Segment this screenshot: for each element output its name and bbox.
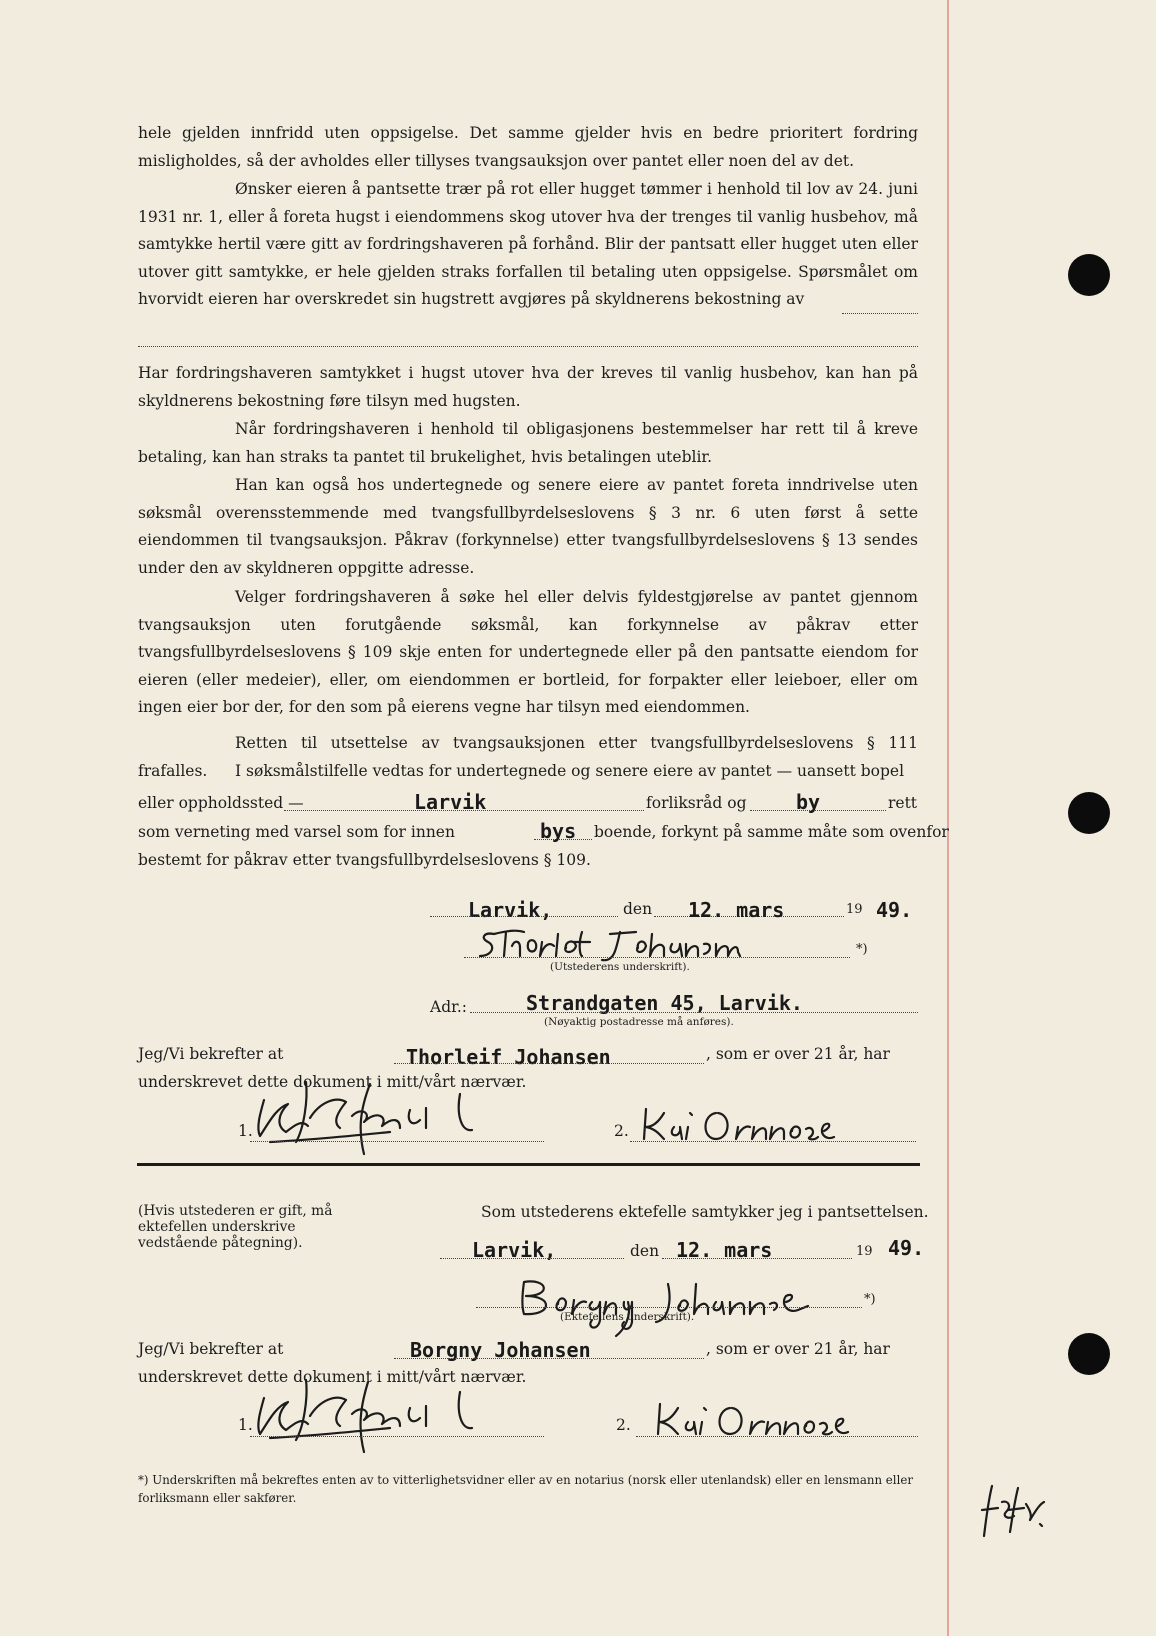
fill-line bbox=[394, 1358, 704, 1359]
date-year: 49. bbox=[876, 898, 913, 922]
fill-line bbox=[636, 1436, 918, 1437]
date-den: den bbox=[630, 1242, 660, 1260]
witness-number-1: 1. bbox=[238, 1416, 253, 1434]
venue-mid: forliksråd og bbox=[646, 794, 747, 812]
issuer-signature bbox=[466, 926, 766, 966]
witness-number-2: 2. bbox=[614, 1122, 629, 1140]
witness-prefix: Jeg/Vi bekrefter at bbox=[138, 1045, 284, 1063]
witness-1-signature bbox=[250, 1080, 540, 1160]
witnessed-name: Thorleif Johansen bbox=[406, 1045, 611, 1069]
venue-court-type: by bbox=[796, 790, 821, 814]
fill-line bbox=[470, 1012, 918, 1013]
witnessed-name: Borgny Johansen bbox=[410, 1338, 591, 1362]
fill-line bbox=[476, 1307, 862, 1308]
fill-line bbox=[138, 346, 918, 347]
paragraph: Når fordringshaveren i henhold til obligasjonens bestemmelser har rett til å kreve betaling, kan han straks ta pantet til brukelighet, hvis betalingen uteblir. bbox=[138, 420, 918, 466]
signature-footnote-mark: *) bbox=[864, 1292, 876, 1307]
fill-line bbox=[630, 1141, 916, 1142]
paragraph: Ønsker eieren å pantsette trær på rot eller hugget tømmer i henhold til lov av 24. juni 1931 nr. 1, eller å foreta hugst i eiendommens skog utover hva der trenges til vanlig husbehov, må samtykke hertil være gitt av fordringshaveren på forhånd. Blir der pantsatt eller hugget uten eller utover gitt samtykke, er hele gjelden straks forfallen til betaling uten oppsigelse. Spørsmålet om hvorvidt eieren har overskredet sin hugstrett avgjøres på skyldnerens bekostning av bbox=[138, 180, 918, 309]
address-value: Strandgaten 45, Larvik. bbox=[526, 991, 803, 1015]
fill-line bbox=[394, 1063, 704, 1064]
fill-line bbox=[250, 1141, 544, 1142]
witness-number-1: 1. bbox=[238, 1122, 253, 1140]
date-day-month: 12. mars bbox=[676, 1238, 773, 1262]
margin-rule bbox=[947, 0, 949, 1636]
witness-2-signature bbox=[634, 1105, 864, 1145]
punch-hole bbox=[1068, 254, 1110, 296]
venue-line2-suffix: boende, forkynt på samme måte som ovenfor bbox=[594, 823, 949, 841]
fill-line bbox=[250, 1436, 544, 1437]
paragraph: Velger fordringshaveren å søke hel eller delvis fyldestgjørelse av pantet gjennom tvangsauksjon uten forutgående søksmål, kan forkynnelse av påkrav etter tvangsfullbyrdelseslovens § 109 skje enten for undertegnede eller på den pantsatte eiendom for eieren (eller medeier), eller, om eiendommen er bortleid, for forpakter eller leieboer, eller om ingen eier bor der, for den som på eierens vegne har tilsyn med eiendommen. bbox=[138, 588, 918, 717]
venue-suffix: rett bbox=[888, 794, 918, 812]
date-den: den bbox=[623, 900, 653, 918]
fill-line bbox=[440, 1258, 624, 1259]
witness-line2: underskrevet dette dokument i mitt/vårt nærvær. bbox=[138, 1073, 527, 1091]
venue-scope: bys bbox=[540, 819, 577, 843]
venue-prefix: eller oppholdssted — bbox=[138, 794, 304, 812]
witness-1-signature bbox=[250, 1378, 540, 1458]
date-place: Larvik, bbox=[468, 898, 553, 922]
spouse-signature bbox=[508, 1276, 848, 1336]
address-label: Adr.: bbox=[430, 998, 467, 1016]
fill-line bbox=[464, 957, 850, 958]
margin-initials bbox=[980, 1480, 1050, 1540]
witness-suffix: , som er over 21 år, har bbox=[706, 1340, 890, 1358]
paragraph: Han kan også hos undertegnede og senere eiere av pantet foreta inndrivelse uten søksmål overensstemmende med tvangsfullbyrdelseslovens § 3 nr. 6 uten først å sette eiendommen til tvangsauksjon. Påkrav (forkynnelse) etter tvangsfullbyrdelseslovens § 13 sendes under den av skyldneren oppgitte adresse. bbox=[138, 476, 918, 577]
spouse-note: (Hvis utstederen er gift, må ektefellen underskrive vedstående påtegning). bbox=[138, 1203, 333, 1251]
footnote: *) Underskriften må bekreftes enten av to vitterlighetsvidner eller av en notarius (norsk eller utenlandsk) eller en lensmann eller forliksmann eller sakfører. bbox=[138, 1473, 913, 1505]
punch-hole bbox=[1068, 792, 1110, 834]
fill-line bbox=[842, 313, 918, 314]
punch-hole bbox=[1068, 1333, 1110, 1375]
spouse-signature-caption: (Ektefellens underskrift). bbox=[560, 1311, 695, 1323]
spouse-consent: Som utstederens ektefelle samtykker jeg i pantsettelsen. bbox=[481, 1203, 929, 1221]
venue-place: Larvik bbox=[414, 790, 487, 814]
date-century: 19 bbox=[856, 1244, 873, 1259]
witness-line2: underskrevet dette dokument i mitt/vårt nærvær. bbox=[138, 1368, 527, 1386]
address-caption: (Nøyaktig postadresse må anføres). bbox=[544, 1016, 734, 1028]
paragraph: hele gjelden innfridd uten oppsigelse. Det samme gjelder hvis en bedre prioritert fordring misligholdes, så der avholdes eller tillyses tvangsauksjon over pantet eller noen del av det. bbox=[138, 124, 918, 170]
witness-prefix: Jeg/Vi bekrefter at bbox=[138, 1340, 284, 1358]
venue-line3: bestemt for påkrav etter tvangsfullbyrdelseslovens § 109. bbox=[138, 851, 591, 869]
venue-line2-prefix: som verneting med varsel som for innen bbox=[138, 823, 455, 841]
date-place: Larvik, bbox=[472, 1238, 557, 1262]
date-century: 19 bbox=[846, 902, 863, 917]
witness-2-signature bbox=[648, 1400, 878, 1440]
paragraph: Retten til utsettelse av tvangsauksjonen etter tvangsfullbyrdelseslovens § 111 frafalles. bbox=[138, 734, 918, 780]
fill-line bbox=[430, 916, 618, 917]
paragraph: Har fordringshaveren samtykket i hugst utover hva der kreves til vanlig husbehov, kan han på skyldnerens bekostning føre tilsyn med hugsten. bbox=[138, 364, 918, 410]
witness-number-2: 2. bbox=[616, 1416, 631, 1434]
date-day-month: 12. mars bbox=[688, 898, 785, 922]
paragraph: I søksmålstilfelle vedtas for undertegnede og senere eiere av pantet — uansett bopel bbox=[235, 762, 905, 780]
witness-suffix: , som er over 21 år, har bbox=[706, 1045, 890, 1063]
section-divider bbox=[137, 1163, 920, 1166]
date-year: 49. bbox=[888, 1236, 925, 1260]
signature-footnote-mark: *) bbox=[856, 942, 868, 957]
issuer-signature-caption: (Utstederens underskrift). bbox=[550, 961, 690, 973]
